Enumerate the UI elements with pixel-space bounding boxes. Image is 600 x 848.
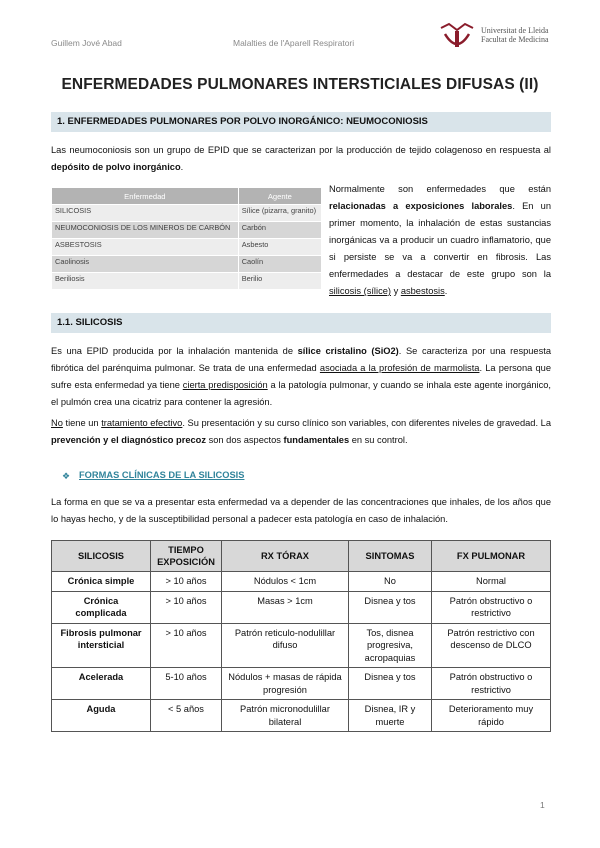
section-heading-1-1: 1.1. SILICOSIS [51,313,551,333]
section-heading-1: 1. ENFERMEDADES PULMONARES POR POLVO INORGÁNICO: NEUMOCONIOSIS [51,112,551,132]
table-row: ASBESTOSIS Asbesto [52,239,322,256]
forms-heading: FORMAS CLÍNICAS DE LA SILICOSIS [79,470,245,480]
table-row: SILICOSIS Sílice (pizarra, granito) [52,205,322,222]
agents-table: Enfermedad Agente SILICOSIS Sílice (pizarra, granito) NEUMOCONIOSIS DE LOS MINEROS DE CARBÓN Carbón ASBESTOSIS Asbesto Caolinosis Caolín Beriliosis Berilio [51,187,322,290]
page-number: 1 [540,800,545,810]
diamond-bullet-icon: ❖ [62,471,71,481]
university-name: Universitat de Lleida [481,26,549,35]
table-row: NEUMOCONIOSIS DE LOS MINEROS DE CARBÓN Carbón [52,222,322,239]
table-row: Aguda < 5 años Patrón micronodulillar bilateral Disnea, IR y muerte Deterioramento muy rápido [52,700,551,732]
table-row: Beriliosis Berilio [52,273,322,290]
university-logo [437,22,567,54]
forms-paragraph: La forma en que se va a presentar esta enfermedad va a depender de las concentraciones que inhales, de los años que lo hayas hecho, y de la susceptibilidad personal a padecer esta patología en caso de inhalación. [51,497,551,524]
table-row: Crónica complicada > 10 años Masas > 1cm Disnea y tos Patrón obstructivo o restrictivo [52,591,551,623]
header-subject: Malalties de l'Aparell Respiratori [233,38,355,48]
header-author: Guillem Jové Abad [51,38,122,48]
faculty-name: Facultat de Medicina [481,35,549,44]
table-row: Acelerada 5-10 años Nódulos + masas de rápida progresión Disnea y tos Patrón obstructivo o restrictivo [52,668,551,700]
forms-table: SILICOSIS TIEMPO EXPOSICIÓN RX TÓRAX SINTOMAS FX PULMONAR Crónica simple > 10 años Nódulos < 1cm No Normal Crónica complicada > 10 años Masas > 1cm Disnea y tos Patrón obstructivo o restrictivo Fibrosis pulmonar intersticial > 10 años Patrón reticulo-nodulillar difuso Tos, disnea progresiva, acropaquias Patrón restrictivo con descenso de DLCO Acelerada 5-10 años Nódulos + masas de rápida progresión Disnea y tos Patrón obstructivo o restrictivo Aguda < 5 años Patrón micronodulillar bilateral Disnea, IR y muerte Deterioramento muy rápido [51,540,551,732]
intro-paragraph: Las neumoconiosis son un grupo de EPID que se caracterizan por la producción de tejido colagenoso en respuesta al depósito de polvo inorgánico. [51,145,551,172]
table-row: Fibrosis pulmonar intersticial > 10 años Patrón reticulo-nodulillar difuso Tos, disnea progresiva, acropaquias Patrón restrictivo con descenso de DLCO [52,623,551,668]
university-seal-icon [437,22,477,54]
table-row: Crónica simple > 10 años Nódulos < 1cm No Normal [52,572,551,592]
page-title: ENFERMEDADES PULMONARES INTERSTICIALES DIFUSAS (II) [61,76,539,93]
silicosis-paragraph-1: Es una EPID producida por la inhalación mantenida de sílice cristalino (SiO2). Se caracteriza por una respuesta fibrótica del parénquima pulmonar. Se trata de una enfermedad asociada a la profesión de marmolista. La persona que sufre esta enfermedad ya tiene cierta predisposición a la patología pulmonar, y cuando se inhala este agente inorgánico, el pulmón crea una cicatriz para contener la agresión. [51,346,552,407]
silicosis-paragraph-2: No tiene un tratamiento efectivo. Su presentación y su curso clínico son variables, con diferentes niveles de gravedad. La prevención y el diagnóstico precoz son dos aspectos fundamentales en su control. [51,418,551,445]
table-row: Caolinosis Caolín [52,256,322,273]
right-paragraph: Normalmente son enfermedades que están relacionadas a exposiciones laborales. En un primer momento, la inhalación de estas sustancias inorgánicas va a producir un cuadro inflamatorio, que si persiste se va a convertir en fibrosis. Las enfermedades a destacar de este grupo son la silicosis (sílice) y asbestosis. [329,184,551,296]
